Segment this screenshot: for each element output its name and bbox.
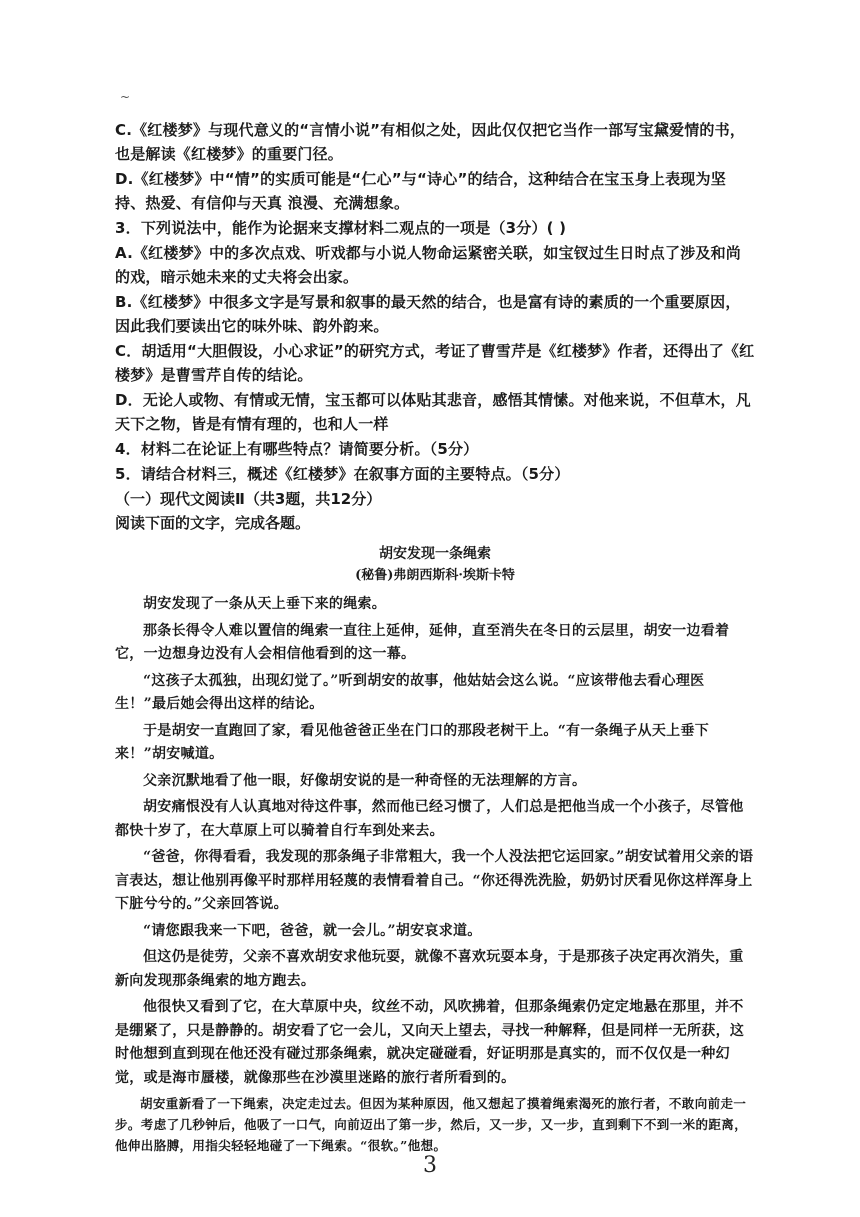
story-paragraph: 他很快又看到了它，在大草原中央，纹丝不动，风吹拂着，但那条绳索仍定定地悬在那里，并不是绷紧了，只是静静的。胡安看了它一会儿，又向天上望去，寻找一种解释，但是同样一无所获，这时他想到直到现在他还没有碰过那条绳索，就决定碰碰看，好证明那是真实的，而不仅仅是一种幻觉，或是海市蜃楼，就像那些在沙漠里迷路的旅行者所看到的。 <box>115 999 745 1086</box>
story-paragraph: “爸爸，你得看看，我发现的那条绳子非常粗大，我一个人没法把它运回家。”胡安试着用父亲的语言表达，想让他别再像平时那样用轻蔑的表情看着自己。“你还得洗洗脸，奶奶讨厌看见你这样浑身上下脏兮兮的。”父亲回答说。 <box>115 849 754 912</box>
story-paragraph: “这孩子太孤独，出现幻觉了。”听到胡安的故事，他姑姑会这么说。“应该带他去看心理医生！”最后她会得出这样的结论。 <box>115 672 705 712</box>
story-author: (秘鲁)弗朗西斯科·埃斯卡特 <box>355 568 515 583</box>
story-paragraph: 胡安痛恨没有人认真地对待这件事，然而他已经习惯了，人们总是把他当成一个小孩子，尽管他都快十岁了，在大草原上可以骑着自行车到处来去。 <box>115 799 744 839</box>
story-paragraph: 但这仍是徒劳，父亲不喜欢胡安求他玩耍，就像不喜欢玩耍本身，于是那孩子决定再次消失，重新向发现那条绳索的地方跑去。 <box>115 949 744 989</box>
story-paragraph: 于是胡安一直跑回了家，看见他爸爸正坐在门口的那段老树干上。“有一条绳子从天上垂下来！”胡安喊道。 <box>115 722 710 762</box>
story-body <box>115 593 755 1156</box>
question-3-option-c: C．胡适用“大胆假设，小心求证”的研究方式，考证了曹雪芹是《红楼梦》作者，还得出了《红楼梦》是曹雪芹自传的结论。 <box>115 342 755 384</box>
story-paragraph: 父亲沉默地看了他一眼，好像胡安说的是一种奇怪的无法理解的方言。 <box>143 772 587 789</box>
page-content <box>115 118 755 1159</box>
question-3-option-a: A.《红楼梦》中的多次点戏、听戏都与小说人物命运紧密关联，如宝钗过生日时点了涉及和尚的戏，暗示她未来的丈夫将会出家。 <box>115 244 741 286</box>
story-title: 胡安发现一条绳索 <box>379 546 491 562</box>
question-3-option-d: D．无论人或物、有情或无情，宝玉都可以体贴其悲音，感悟其情愫。对他来说，不但草木，凡天下之物，皆是有情有理的，也和人一样 <box>115 391 751 433</box>
corner-mark: ~ <box>120 90 131 104</box>
question-5: 5．请结合材料三，概述《红楼梦》在叙事方面的主要特点。（5分） <box>115 465 570 483</box>
story-paragraph: 胡安发现了一条从天上垂下来的绳索。 <box>143 596 387 612</box>
page-number: 3 <box>423 1153 437 1178</box>
story-paragraph: “请您跟我来一下吧，爸爸，就一会儿。”胡安哀求道。 <box>143 922 482 939</box>
section-header: （一）现代文阅读Ⅱ（共3题，共12分） <box>115 490 382 508</box>
question-3-option-b: B.《红楼梦》中很多文字是写景和叙事的最天然的结合，也是富有诗的素质的一个重要原因，因此我们要读出它的味外味、韵外韵来。 <box>115 293 741 335</box>
story-paragraph: 胡安重新看了一下绳索，决定走过去。但因为某种原因，他又想起了摸着绳索渴死的旅行者，不敢向前走一步。考虑了几秒钟后，他吸了一口气，向前迈出了第一步，然后，又一步，又一步，直到剩下不到一米的距离，他伸出胳膊，用指尖轻轻地碰了一下绳索。“很软。”他想。 <box>115 1096 748 1153</box>
question-4: 4．材料二在论证上有哪些特点？请简要分析。（5分） <box>115 440 479 458</box>
option-d-prev: D.《红楼梦》中“情”的实质可能是“仁心”与“诗心”的结合，这种结合在宝玉身上表现为坚持、热爱、有信仰与天真 浪漫、充满想象。 <box>115 170 726 212</box>
story-paragraph: 那条长得令人难以置信的绳索一直往上延伸，延伸，直至消失在冬日的云层里，胡安一边看着它，一边想身边没有人会相信他看到的这一幕。 <box>115 622 730 662</box>
reading-instruction: 阅读下面的文字，完成各题。 <box>115 514 311 532</box>
option-c-prev: C.《红楼梦》与现代意义的“言情小说”有相似之处，因此仅仅把它当作一部写宝黛爱情的书，也是解读《红楼梦》的重要门径。 <box>115 121 746 163</box>
question-3-stem: 3．下列说法中，能作为论据来支撑材料二观点的一项是（3分）( ) <box>115 219 567 237</box>
